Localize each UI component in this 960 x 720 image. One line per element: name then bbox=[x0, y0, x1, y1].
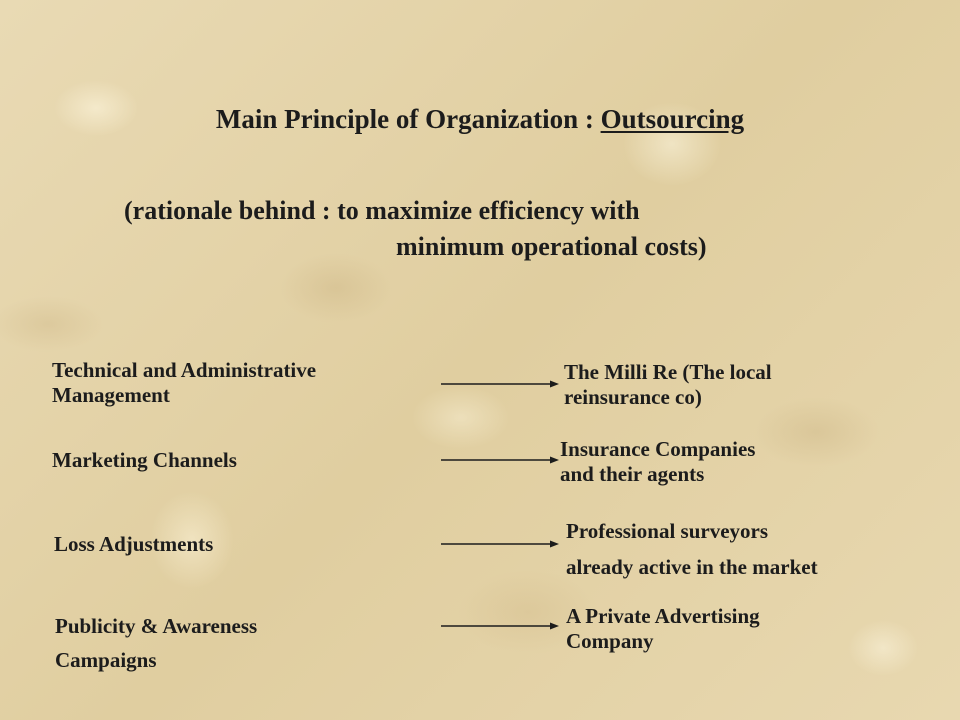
title-prefix: Main Principle of Organization : bbox=[215, 104, 601, 134]
row-3-arrow-icon bbox=[441, 539, 559, 549]
row-1-right bbox=[564, 360, 772, 410]
row-4-right bbox=[566, 604, 760, 654]
row-1-right-line-1: The Milli Re (The local bbox=[564, 360, 772, 384]
rationale-line-1: (rationale behind : to maximize efficiency with bbox=[124, 196, 640, 225]
row-3-right-line-2: already active in the market bbox=[566, 555, 818, 579]
row-4-right-line-1: A Private Advertising bbox=[566, 604, 760, 628]
row-2-right-line-1: Insurance Companies bbox=[560, 437, 756, 461]
row-1-left-line-2: Management bbox=[52, 383, 170, 407]
row-4-left-line-1: Publicity & Awareness bbox=[55, 614, 258, 638]
row-1-left bbox=[52, 358, 316, 408]
row-1-arrow-icon bbox=[441, 379, 559, 389]
row-3-left-line-1: Loss Adjustments bbox=[54, 532, 214, 556]
row-3-left bbox=[54, 532, 213, 557]
row-2-right-line-2: and their agents bbox=[560, 462, 705, 486]
title-accent: Outsourcing bbox=[600, 104, 745, 134]
rationale-line-2: minimum operational costs) bbox=[396, 232, 707, 261]
slide-title bbox=[0, 104, 960, 135]
row-2-left-line-1: Marketing Channels bbox=[52, 448, 237, 472]
row-1-right-line-2: reinsurance co) bbox=[564, 385, 702, 409]
row-4-arrow-icon bbox=[441, 621, 559, 631]
row-4-left-line-2: Campaigns bbox=[55, 648, 157, 672]
row-2-arrow-icon bbox=[441, 455, 559, 465]
row-4-left bbox=[55, 609, 257, 677]
row-4-right-line-2: Company bbox=[566, 629, 654, 653]
row-3-right bbox=[566, 513, 818, 585]
row-3-right-line-1: Professional surveyors bbox=[566, 519, 769, 543]
row-1-left-line-1: Technical and Administrative bbox=[52, 358, 317, 382]
row-2-left bbox=[52, 448, 237, 473]
row-2-right bbox=[560, 437, 755, 487]
